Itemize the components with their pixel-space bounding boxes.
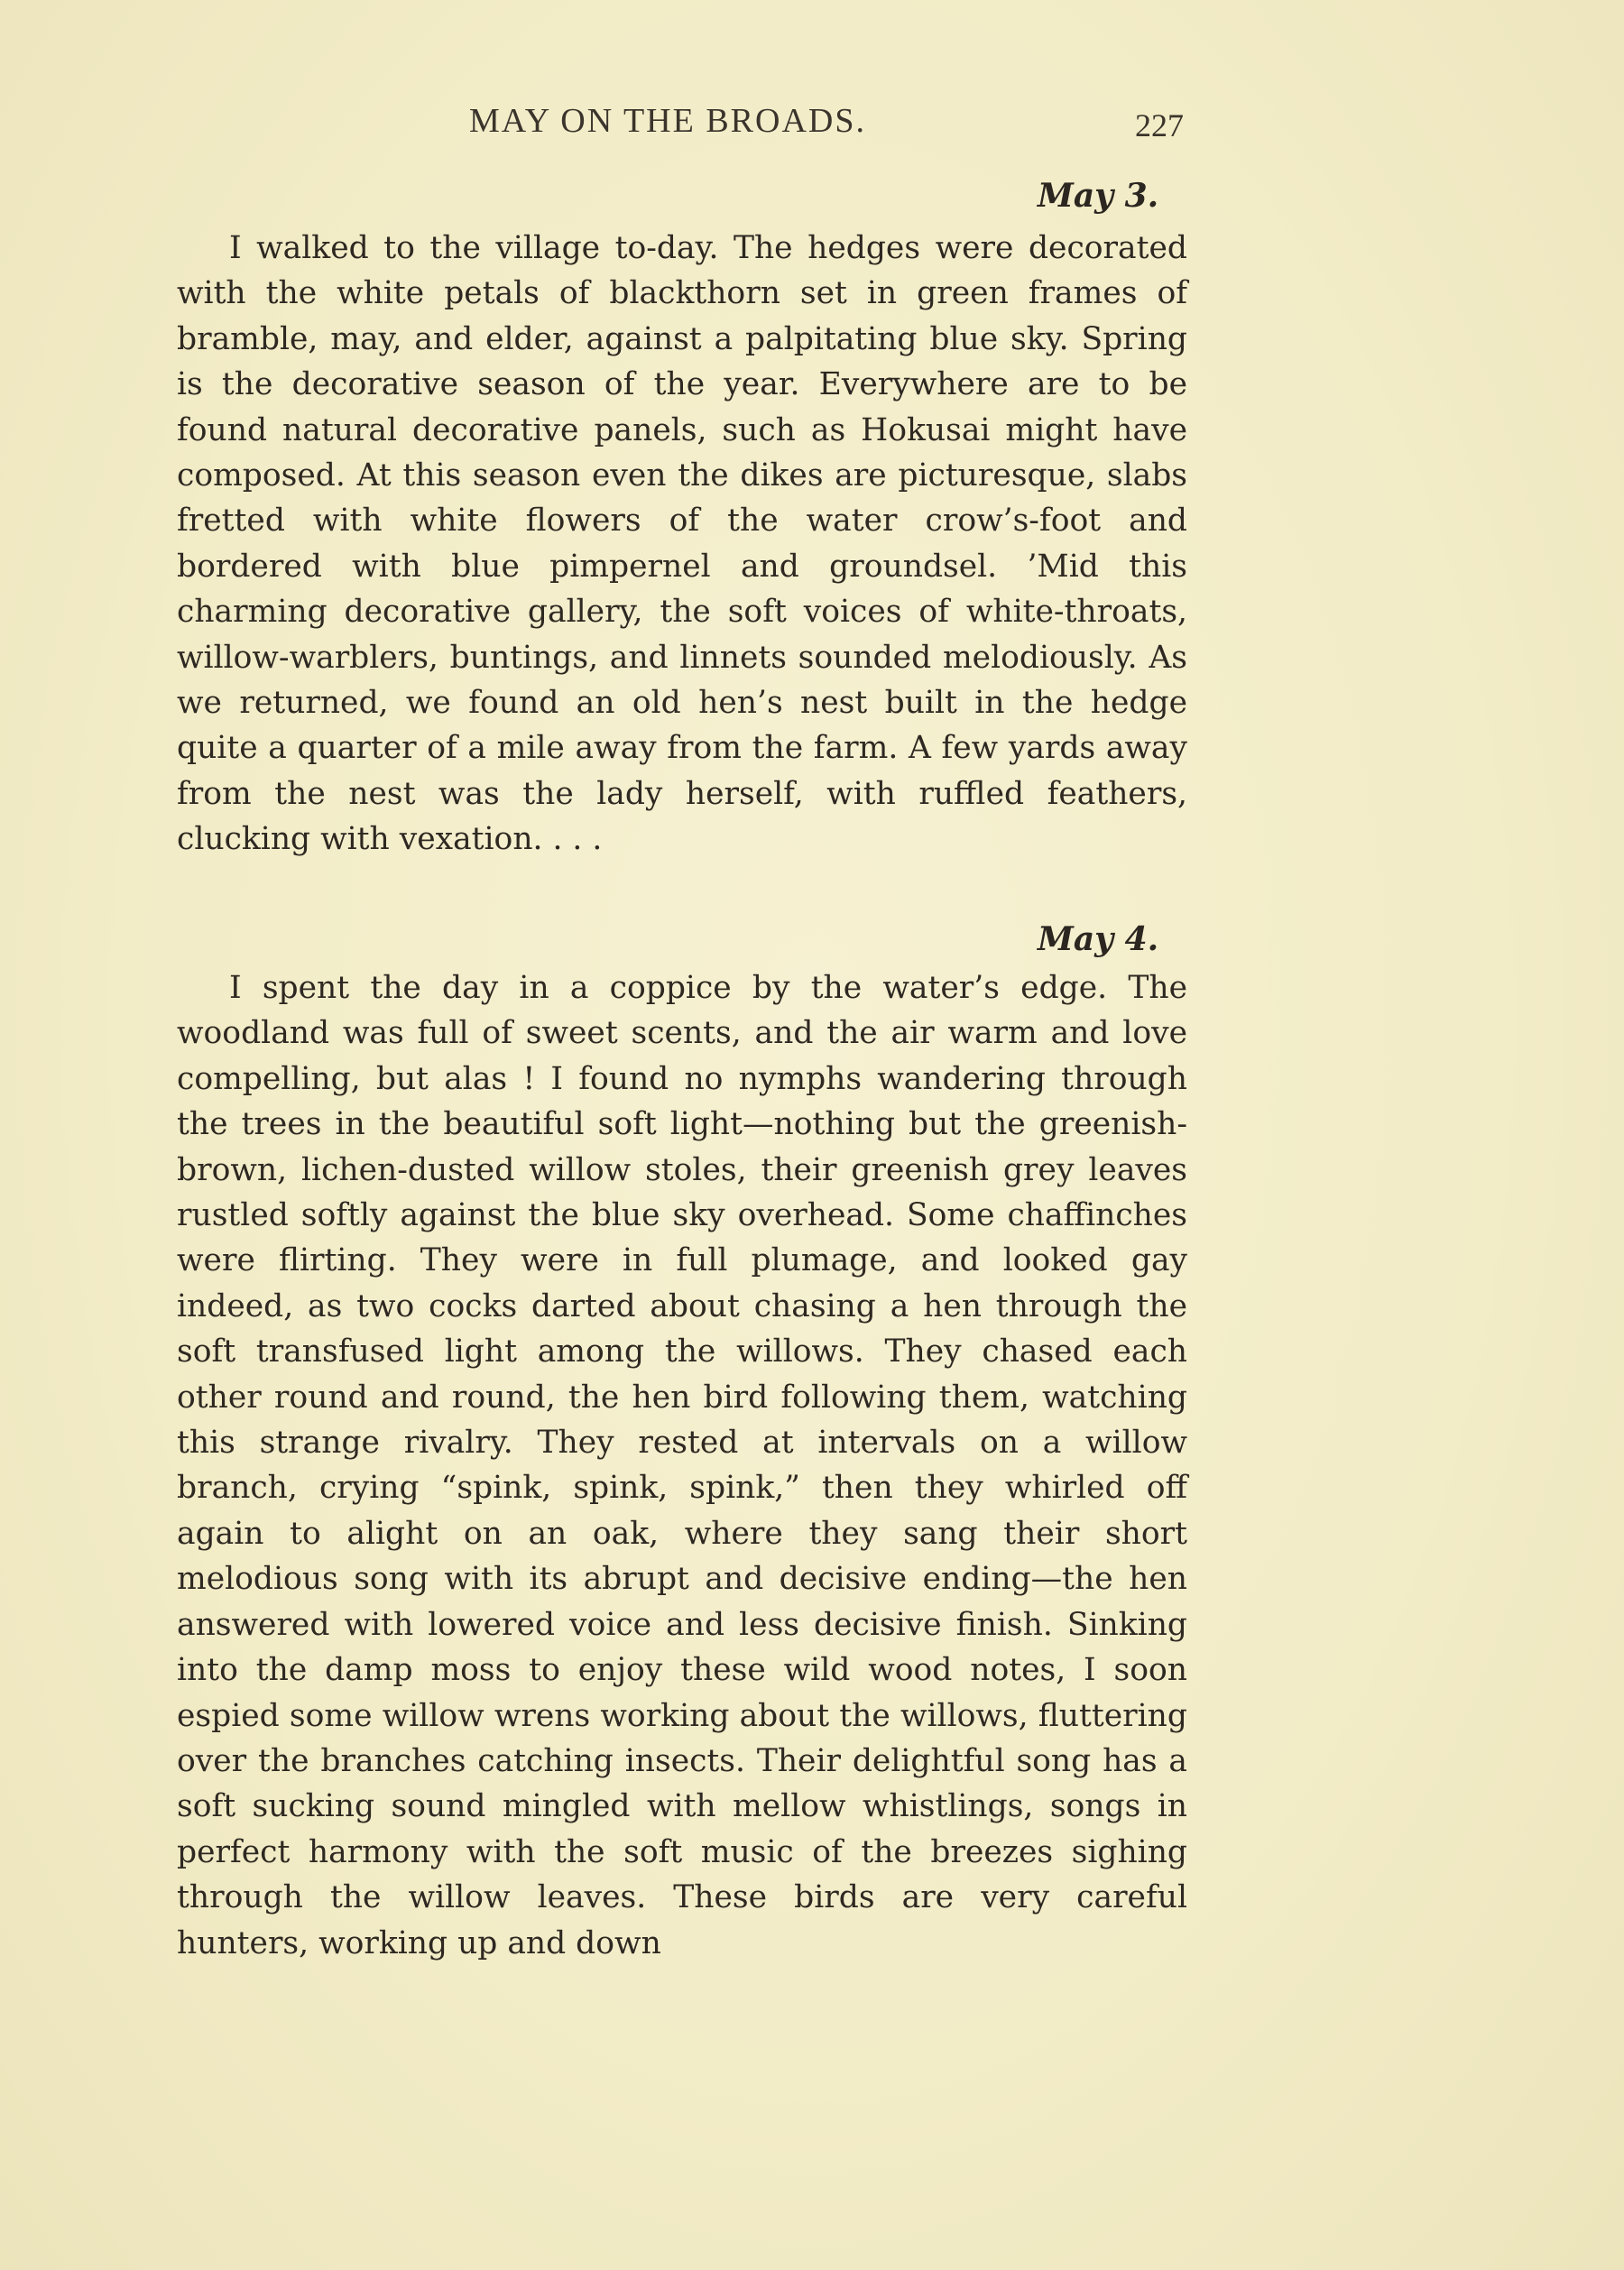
entry-paragraph: I spent the day in a coppice by the water’s edge. The woodland was full of sweet scents, and the air warm and love compelling, but alas ! I found no nymphs wandering through the trees in the beautiful soft light—nothing but the greenish-brown, lichen-dusted willow stoles, their greenish grey leaves rustled softly against the blue sky overhead. Some chaffinches were flirting. They were in full plumage, and looked gay indeed, as two cocks darted about chasing a hen through the soft transfused light among the willows. They chased each other round and round, the hen bird following them, watching this strange rivalry. They rested at intervals on a willow branch, crying “spink, spink, spink,” then they whirled off again to alight on an oak, where they sang their short melodious song with its abrupt and decisive ending—the hen answered with lowered voice and less decisive finish. Sinking into the damp moss to enjoy these wild wood notes, I soon espied some willow wrens working about the willows, fluttering over the branches catching insects. Their delightful song has a soft sucking sound mingled with mellow whistlings, songs in perfect harmony with the soft music of the breezes sighing through the willow leaves. These birds are very careful hunters, working up and down [177,970,1187,1961]
page-number: 227 [1135,107,1184,143]
entry-paragraph: I walked to the village to-day. The hedges were decorated with the white petals of blackthorn set in green frames of bramble, may, and elder, against a palpitating blue sky. Spring is the decorative season of the year. Everywhere are to be found natural decorative panels, such as Hokusai might have composed. At this season even the dikes are picturesque, slabs fretted with white flowers of the water crow’s-foot and bordered with blue pimpernel and groundsel. ’Mid this charming decorative gallery, the soft voices of white-throats, willow-warblers, buntings, and linnets sounded melodiously. As we returned, we found an old hen’s nest built in the hedge quite a quarter of a mile away from the farm. A few yards away from the nest was the lady herself, with ruffled feathers, clucking with vexation. . . . [177,230,1187,858]
running-head [0,101,1624,146]
running-title: MAY ON THE BROADS. [469,102,866,140]
entry-date-heading: May 3. [1038,177,1159,215]
entry-date-heading: May 4. [1038,920,1159,958]
